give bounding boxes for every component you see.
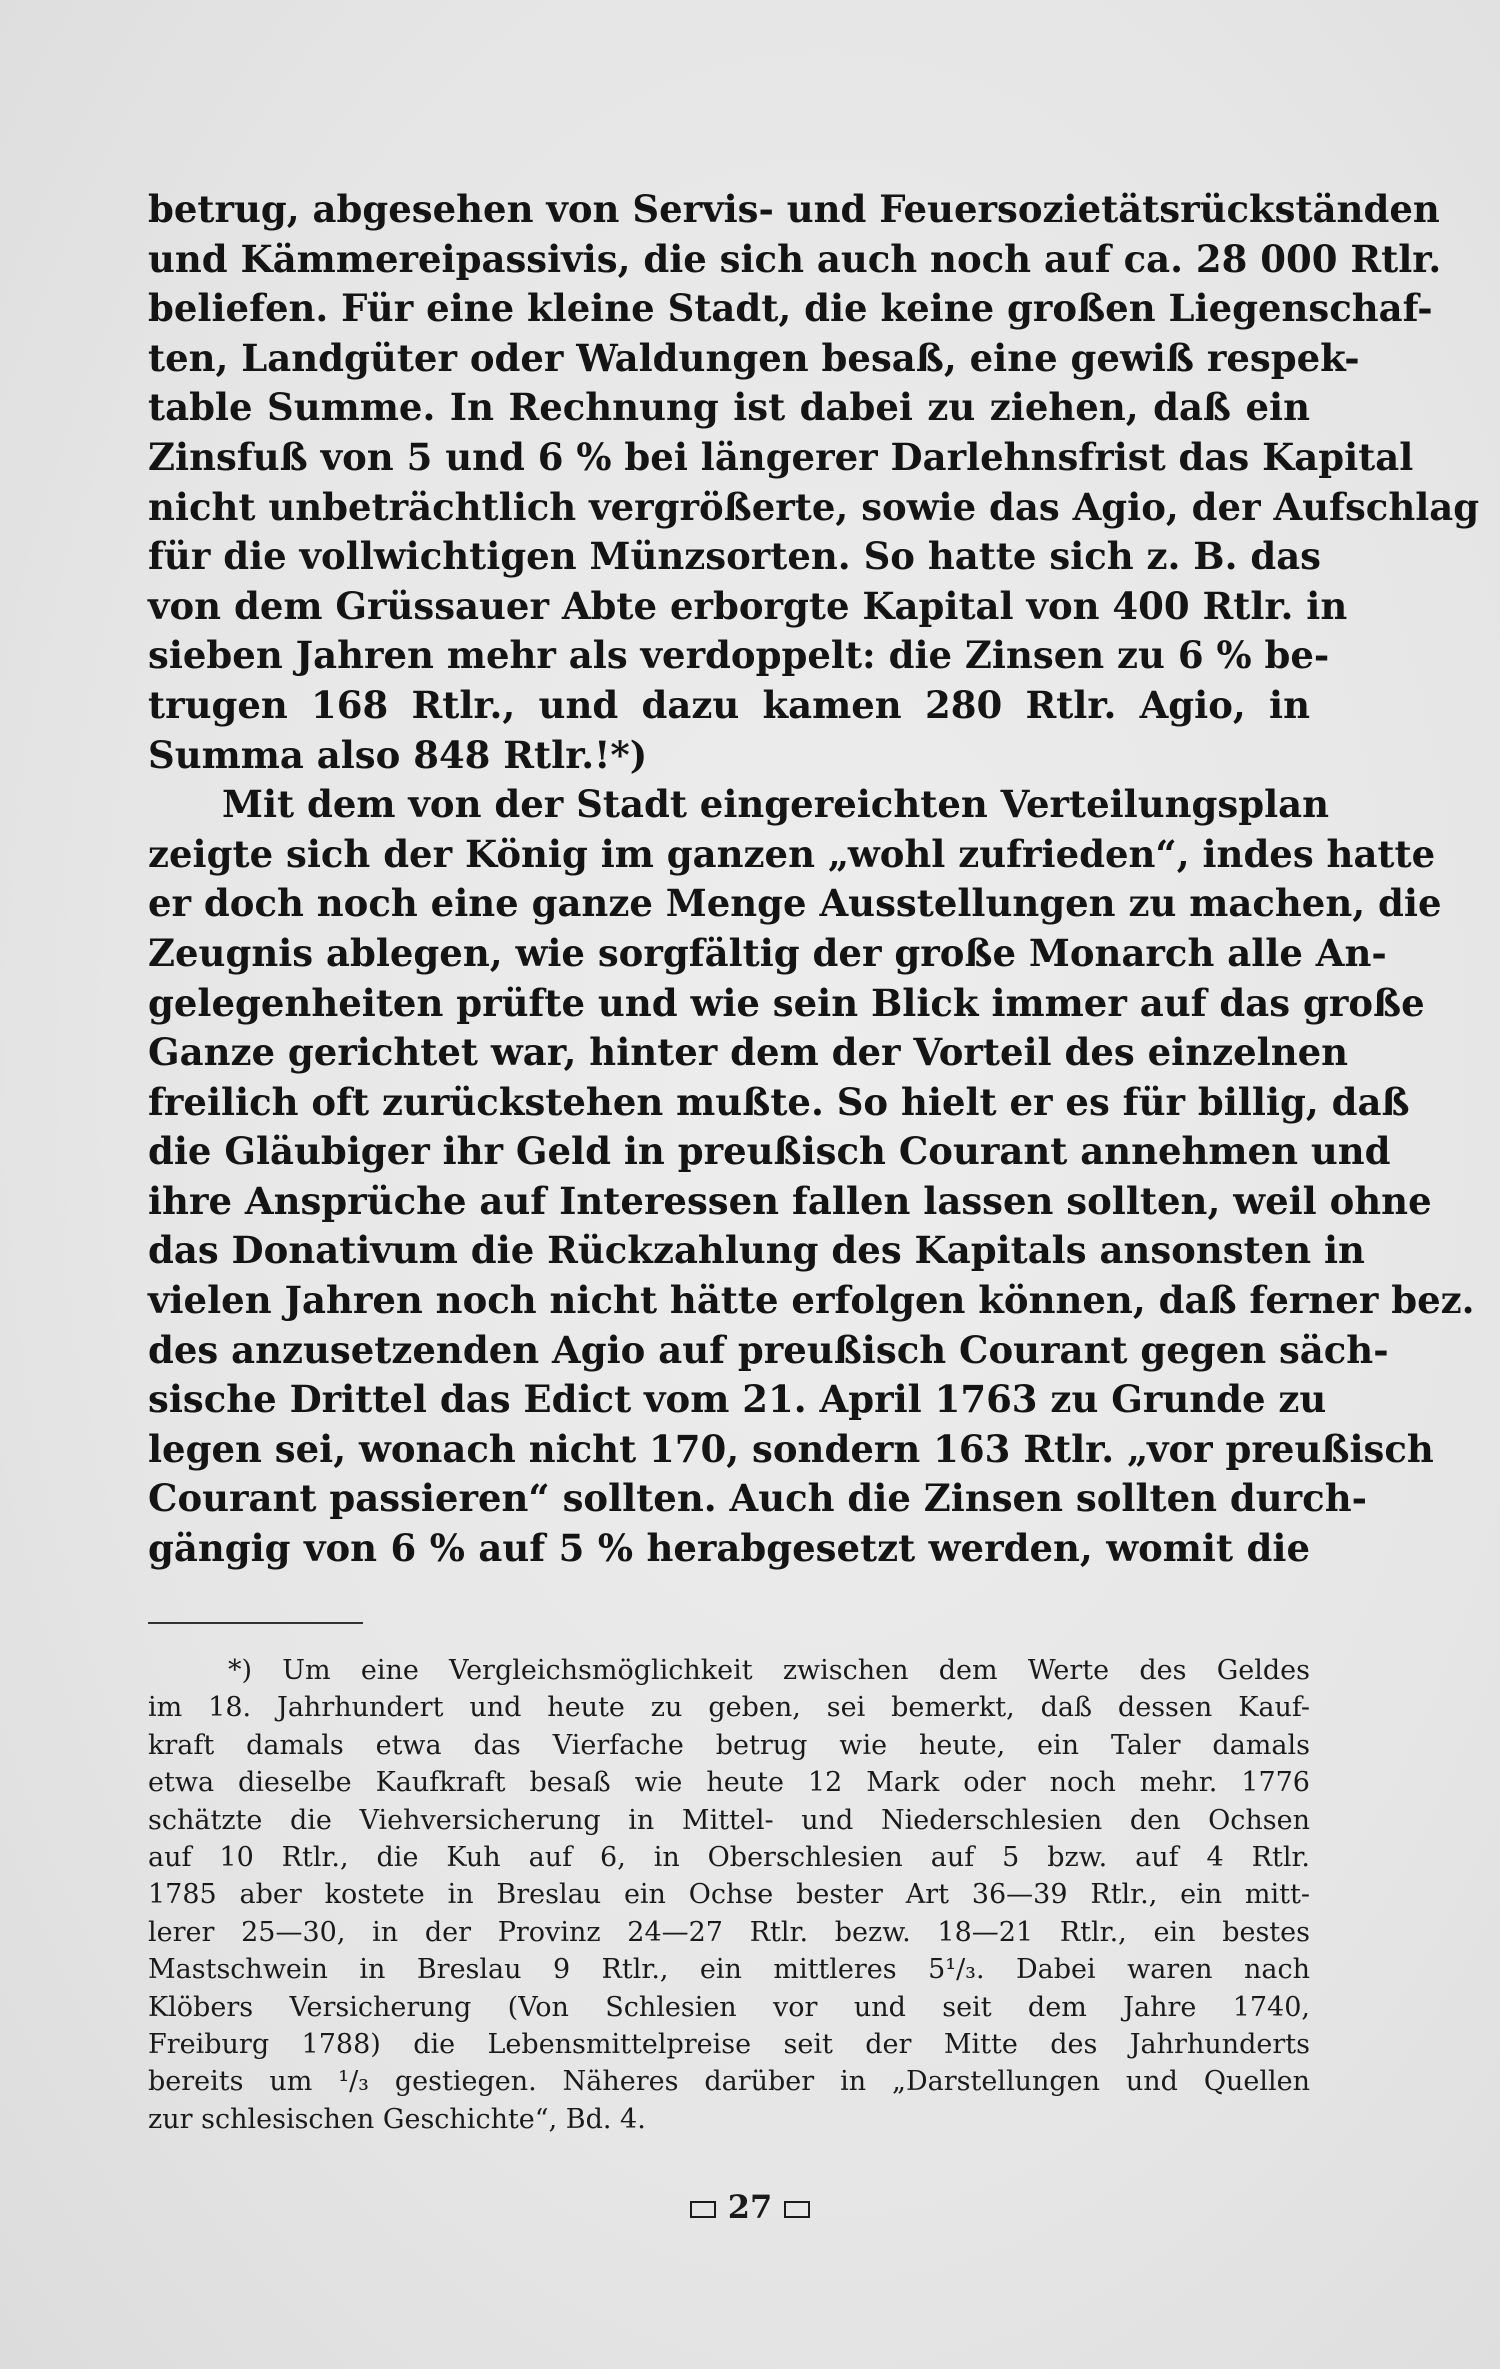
text-line: beliefen. Für eine kleine Stadt, die keine großen Liegenschaf-: [148, 286, 1433, 331]
footnote-line: 1785 aber kostete in Breslau ein Ochse bester Art 36—39 Rtlr., ein mitt-: [148, 1879, 1310, 1911]
footnote-divider: [148, 1622, 363, 1624]
footnote-line: etwa dieselbe Kaufkraft besaß wie heute 12 Mark oder noch mehr. 1776: [148, 1767, 1310, 1799]
footnote-line: bereits um ¹/₃ gestiegen. Näheres darüber in „Darstellungen und Quellen: [148, 2066, 1310, 2098]
paragraph-2: [148, 780, 1475, 1574]
footnote-line: im 18. Jahrhundert und heute zu geben, sei bemerkt, daß dessen Kauf-: [148, 1692, 1310, 1724]
footnote-line: Klöbers Versicherung (Von Schlesien vor und seit dem Jahre 1740,: [148, 1991, 1310, 2023]
text-line: betrug, abgesehen von Servis- und Feuersozietätsrückständen: [148, 187, 1440, 231]
footnote: [148, 1652, 1310, 2138]
text-line: ihre Ansprüche auf Interessen fallen lassen sollten, weil ohne: [148, 1178, 1432, 1223]
text-line: die Gläubiger ihr Geld in preußisch Courant annehmen und: [148, 1129, 1391, 1174]
footnote-line: schätzte die Viehversicherung in Mittel- und Niederschlesien den Ochsen: [148, 1804, 1310, 1836]
footnote-line: auf 10 Rtlr., die Kuh auf 6, in Oberschlesien auf 5 bzw. auf 4 Rtlr.: [148, 1842, 1310, 1874]
footnote-line: Mastschwein in Breslau 9 Rtlr., ein mittleres 5¹/₃. Dabei waren nach: [148, 1954, 1310, 1986]
text-line: Zeugnis ablegen, wie sorgfältig der große Monarch alle An-: [148, 930, 1387, 975]
text-line: das Donativum die Rückzahlung des Kapitals ansonsten in: [148, 1228, 1365, 1273]
text-line: ten, Landgüter oder Waldungen besaß, eine gewiß respek-: [148, 335, 1360, 380]
text-line: nicht unbeträchtlich vergrößerte, sowie das Agio, der Aufschlag: [148, 484, 1480, 529]
text-line: gelegenheiten prüfte und wie sein Blick immer auf das große: [148, 980, 1425, 1025]
text-line: Courant passieren“ sollten. Auch die Zinsen sollten durch-: [148, 1476, 1367, 1521]
footnote-line: kraft damals etwa das Vierfache betrug wie heute, ein Taler damals: [148, 1729, 1310, 1761]
text-line: sieben Jahren mehr als verdoppelt: die Zinsen zu 6 % be-: [148, 633, 1330, 678]
text-line: freilich oft zurückstehen mußte. So hielt er es für billig, daß: [148, 1079, 1410, 1124]
text-line: vielen Jahren noch nicht hätte erfolgen können, daß ferner bez.: [148, 1278, 1475, 1323]
text-line: Mit dem von der Stadt eingereichten Verteilungsplan: [222, 782, 1330, 827]
text-line: von dem Grüssauer Abte erborgte Kapital von 400 Rtlr. in: [148, 583, 1348, 628]
footnote-line: lerer 25—30, in der Provinz 24—27 Rtlr. bezw. 18—21 Rtlr., ein bestes: [148, 1916, 1310, 1948]
main-text: [148, 185, 1480, 1574]
text-line: Ganze gerichtet war, hinter dem der Vorteil des einzelnen: [148, 1030, 1349, 1075]
footnote-line: Freiburg 1788) die Lebensmittelpreise seit der Mitte des Jahrhunderts: [148, 2029, 1310, 2061]
footnote-reference-line: Summa also 848 Rtlr.!*): [148, 732, 648, 777]
text-line: für die vollwichtigen Münzsorten. So hatte sich z. B. das: [148, 534, 1322, 579]
footnote-line: zur schlesischen Geschichte“, Bd. 4.: [148, 2103, 646, 2135]
text-line: und Kämmereipassivis, die sich auch noch auf ca. 28 000 Rtlr.: [148, 236, 1442, 281]
text-line: gängig von 6 % auf 5 % herabgesetzt werden, womit die: [148, 1526, 1310, 1571]
text-line: trugen 168 Rtlr., und dazu kamen 280 Rtlr. Agio, in: [148, 682, 1310, 727]
box-ornament-icon: [690, 2201, 716, 2218]
text-line: zeigte sich der König im ganzen „wohl zufrieden“, indes hatte: [148, 831, 1436, 876]
paragraph-1: [148, 185, 1480, 780]
text-line: table Summe. In Rechnung ist dabei zu ziehen, daß ein: [148, 385, 1310, 430]
text-line: legen sei, wonach nicht 170, sondern 163 Rtlr. „vor preußisch: [148, 1426, 1434, 1471]
text-line: sische Drittel das Edict vom 21. April 1763 zu Grunde zu: [148, 1377, 1327, 1422]
footnote-line: *) Um eine Vergleichsmöglichkeit zwischen dem Werte des Geldes: [228, 1655, 1310, 1686]
page-number-block: [0, 2188, 1500, 2226]
page-number: 27: [727, 2188, 773, 2226]
text-line: des anzusetzenden Agio auf preußisch Courant gegen säch-: [148, 1327, 1389, 1372]
box-ornament-icon: [784, 2201, 810, 2218]
text-line: er doch noch eine ganze Menge Ausstellungen zu machen, die: [148, 881, 1442, 926]
text-line: Zinsfuß von 5 und 6 % bei längerer Darlehnsfrist das Kapital: [148, 434, 1414, 479]
